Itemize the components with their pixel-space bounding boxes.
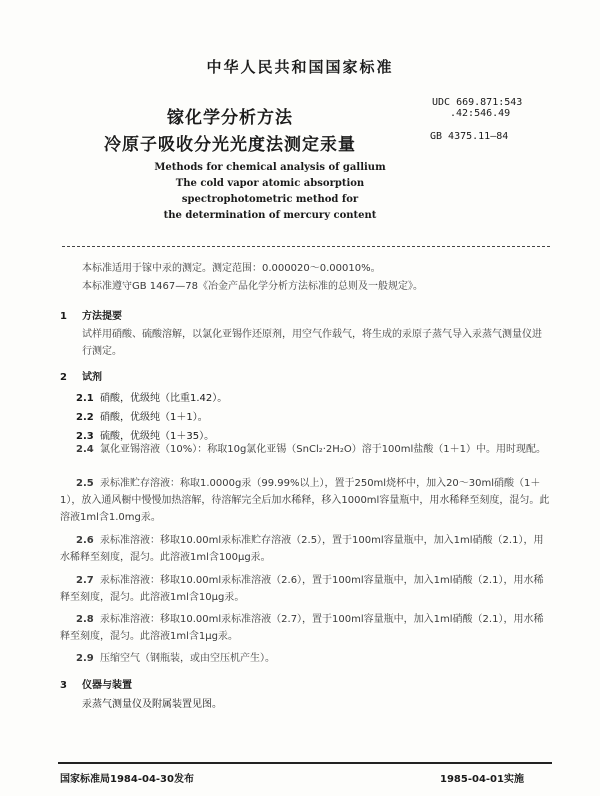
section-3-number: 3 <box>60 680 67 691</box>
udc-line-2: .42:546.49 <box>450 108 511 119</box>
reagent-item <box>60 572 550 606</box>
reagent-number: 2.9 <box>76 653 94 664</box>
reagent-text: 硝酸，优级纯（1＋1）。 <box>100 412 208 423</box>
intro-scope: 本标准适用于镓中汞的测定。测定范围：0.000020～0.00010%。 <box>82 263 381 274</box>
reagent-text: 硫酸，优级纯（1＋35）。 <box>100 431 215 442</box>
reagent-text: 汞标准溶液：移取10.00ml汞标准贮存溶液（2.5），置于100ml容量瓶中，加入1ml硝酸（2.1），用水稀释至刻度，混匀。此溶液1ml含100μg汞。 <box>60 535 544 563</box>
reagent-text: 硝酸，优级纯（比重1.42）。 <box>100 393 228 404</box>
reagent-number: 2.6 <box>76 535 94 546</box>
reagent-item <box>60 532 550 566</box>
reagent-text: 汞标准溶液：移取10.00ml汞标准溶液（2.7），置于100ml容量瓶中，加入1ml硝酸（2.1），用水稀释至刻度，混匀。此溶液1ml含1μg汞。 <box>60 614 544 642</box>
effective-date: 1985-04-01实施 <box>440 774 524 785</box>
title-en-line-1: Methods for chemical analysis of gallium <box>154 162 386 173</box>
section-3-text: 汞蒸气测量仪及附属装置见图。 <box>82 699 222 710</box>
reagent-number: 2.8 <box>76 614 94 625</box>
section-2-heading <box>60 368 102 383</box>
reagent-number: 2.2 <box>76 412 94 423</box>
section-2-title: 试剂 <box>82 372 102 383</box>
reagent-item <box>60 390 550 407</box>
reagent-number: 2.5 <box>76 478 94 489</box>
section-2-number: 2 <box>60 372 67 383</box>
section-1-heading <box>60 307 122 322</box>
reagent-number: 2.3 <box>76 431 94 442</box>
reagent-item <box>60 409 550 426</box>
udc-line-1: UDC 669.871:543 <box>432 97 523 108</box>
footer-divider <box>58 762 552 764</box>
reagent-item <box>60 650 550 667</box>
section-1-title: 方法提要 <box>82 311 122 322</box>
reagent-number: 2.4 <box>76 444 94 455</box>
section-3-heading <box>60 676 132 691</box>
gb-code: GB 4375.11—84 <box>430 131 509 142</box>
intro-compliance: 本标准遵守GB 1467—78《冶金产品化学分析方法标准的总则及一般规定》。 <box>82 281 423 292</box>
reagent-number: 2.7 <box>76 575 94 586</box>
reagent-text: 氯化亚锡溶液（10%）：称取10g氯化亚锡（SnCl₂·2H₂O）溶于100ml盐酸（1＋1）中。用时现配。 <box>100 444 547 455</box>
reagent-text: 汞标准溶液：移取10.00ml汞标准溶液（2.6），置于100ml容量瓶中，加入1ml硝酸（2.1），用水稀释至刻度，混匀。此溶液1ml含10μg汞。 <box>60 575 544 603</box>
title-en <box>80 160 460 224</box>
title-cn-line-2: 冷原子吸收分光光度法测定汞量 <box>104 135 356 155</box>
title-en-line-2: The cold vapor atomic absorption <box>175 178 365 189</box>
reagent-text: 汞标准贮存溶液：称取1.0000g汞（99.99%以上），置于250ml烧杯中，加入20～30ml硝酸（1＋1），放入通风橱中慢慢加热溶解，待溶解完全后加水稀释，移入1000ml容量瓶中，用水稀释至刻度，混匀。此溶液1ml含1.0mg汞。 <box>60 478 550 523</box>
udc-code <box>432 97 522 119</box>
title-en-line-4: the determination of mercury content <box>163 210 377 221</box>
title-cn-line-1: 镓化学分析方法 <box>167 108 293 128</box>
section-1-number: 1 <box>60 311 67 322</box>
reagent-number: 2.1 <box>76 393 94 404</box>
title-en-line-3: spectrophotometric method for <box>181 194 359 205</box>
header-divider <box>62 246 550 247</box>
section-1-text: 试样用硝酸、硫酸溶解，以氯化亚锡作还原剂，用空气作载气，将生成的汞原子蒸气导入汞蒸气测量仪进行测定。 <box>82 329 542 357</box>
reagent-item <box>60 441 550 458</box>
reagent-item <box>60 475 550 526</box>
reagent-item <box>60 611 550 645</box>
section-3-title: 仪器与装置 <box>82 680 132 691</box>
country-standard-heading: 中华人民共和国国家标准 <box>206 58 394 76</box>
issue-date: 国家标准局1984-04-30发布 <box>60 774 194 785</box>
reagent-text: 压缩空气（钢瓶装，或由空压机产生）。 <box>100 653 275 664</box>
